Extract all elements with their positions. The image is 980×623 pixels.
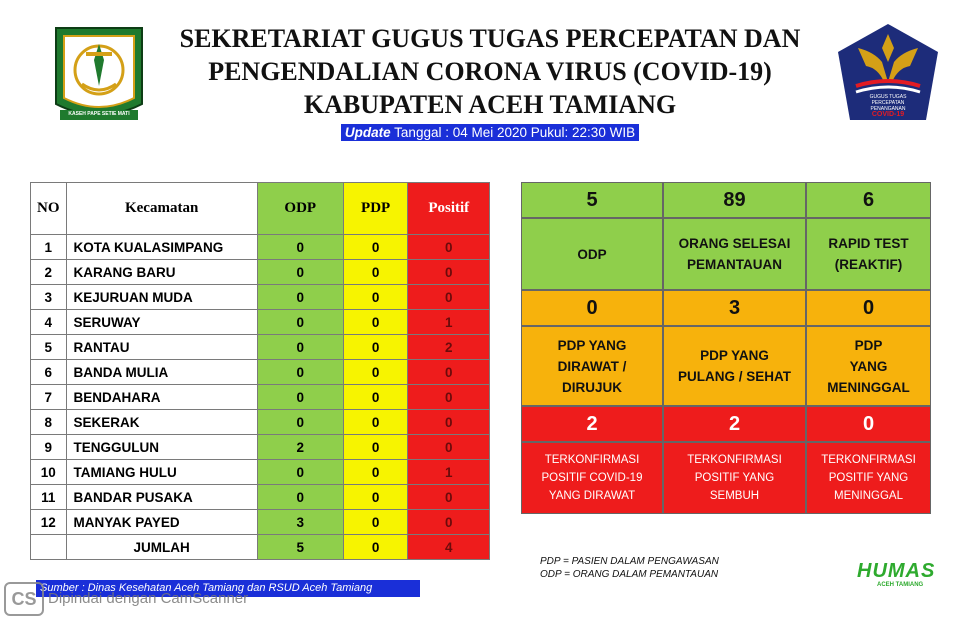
page-header: [160, 22, 820, 142]
row-odp: 0: [257, 410, 343, 435]
row-positif: 2: [408, 335, 490, 360]
row-odp: 3: [257, 510, 343, 535]
summary-label-line: MENINGGAL: [833, 490, 903, 502]
row-pdp: 0: [343, 385, 408, 410]
total-no: [31, 535, 67, 560]
summary-label-line: TERKONFIRMASI: [544, 454, 640, 466]
summary-value: 0: [521, 290, 663, 326]
row-kecamatan: SERUWAY: [66, 310, 257, 335]
table-row: [31, 335, 490, 360]
total-pdp: 0: [343, 535, 408, 560]
row-odp: 2: [257, 435, 343, 460]
summary-label: [806, 442, 931, 514]
summary-label-text: [821, 451, 916, 505]
table-row: [31, 310, 490, 335]
row-odp: 0: [257, 460, 343, 485]
summary-label: [521, 218, 663, 290]
summary-label: [663, 218, 806, 290]
summary-value: 0: [806, 406, 931, 442]
row-positif: 0: [408, 235, 490, 260]
summary-value: 6: [806, 182, 931, 218]
update-text: Tanggal : 04 Mei 2020 Pukul: 22:30 WIB: [390, 125, 636, 140]
row-kecamatan: BANDA MULIA: [66, 360, 257, 385]
row-kecamatan: TAMIANG HULU: [66, 460, 257, 485]
summary-label-line: ODP: [577, 246, 607, 262]
summary-value: 3: [663, 290, 806, 326]
row-odp: 0: [257, 385, 343, 410]
row-positif: 0: [408, 260, 490, 285]
summary-label-line: PDP: [854, 337, 883, 353]
table-row: [31, 510, 490, 535]
summary-label-text: [577, 244, 606, 265]
summary-red-labels: [521, 442, 931, 514]
row-odp: 0: [257, 485, 343, 510]
kecamatan-table: [30, 182, 490, 560]
row-kecamatan: RANTAU: [66, 335, 257, 360]
summary-label-line: POSITIF YANG: [828, 472, 909, 484]
header-line-1: SEKRETARIAT GUGUS TUGAS PERCEPATAN DAN: [179, 24, 801, 53]
row-kecamatan: KARANG BARU: [66, 260, 257, 285]
gugus-tugas-logo: [834, 22, 942, 126]
camscanner-text: Dipindai dengan CamScanner: [48, 590, 249, 607]
row-pdp: 0: [343, 235, 408, 260]
row-no: 6: [31, 360, 67, 385]
right-logo-caption-2: PERCEPATAN: [871, 100, 905, 106]
row-kecamatan: KOTA KUALASIMPANG: [66, 235, 257, 260]
summary-value: 2: [521, 406, 663, 442]
summary-red-values: [521, 406, 931, 442]
row-odp: 0: [257, 260, 343, 285]
summary-label-line: RAPID TEST: [828, 236, 909, 251]
row-no: 1: [31, 235, 67, 260]
row-no: 10: [31, 460, 67, 485]
row-kecamatan: MANYAK PAYED: [66, 510, 257, 535]
header-no: NO: [31, 183, 67, 235]
total-label: JUMLAH: [66, 535, 257, 560]
row-no: 5: [31, 335, 67, 360]
row-pdp: 0: [343, 435, 408, 460]
row-pdp: 0: [343, 460, 408, 485]
row-positif: 0: [408, 285, 490, 310]
right-logo-caption-1: GUGUS TUGAS: [869, 94, 907, 100]
summary-orange-values: [521, 290, 931, 326]
table-row: [31, 360, 490, 385]
legend-odp: ODP = ORANG DALAM PEMANTAUAN: [540, 569, 719, 580]
row-pdp: 0: [343, 285, 408, 310]
summary-label-text: [828, 233, 908, 275]
table-row: [31, 260, 490, 285]
summary-label: [806, 218, 931, 290]
row-pdp: 0: [343, 485, 408, 510]
row-pdp: 0: [343, 335, 408, 360]
row-no: 12: [31, 510, 67, 535]
row-kecamatan: KEJURUAN MUDA: [66, 285, 257, 310]
row-pdp: 0: [343, 310, 408, 335]
summary-orange-labels: [521, 326, 931, 406]
summary-label-line: PULANG / SEHAT: [677, 369, 791, 384]
summary-label-line: SEMBUH: [709, 490, 760, 502]
row-no: 7: [31, 385, 67, 410]
row-kecamatan: BENDAHARA: [66, 385, 257, 410]
row-kecamatan: BANDAR PUSAKA: [66, 485, 257, 510]
header-line-2: PENGENDALIAN CORONA VIRUS (COVID-19): [208, 57, 772, 86]
row-no: 2: [31, 260, 67, 285]
summary-label-line: PEMANTAUAN: [686, 257, 782, 272]
row-pdp: 0: [343, 260, 408, 285]
row-pdp: 0: [343, 410, 408, 435]
row-no: 3: [31, 285, 67, 310]
summary-label-text: [679, 233, 791, 275]
row-odp: 0: [257, 360, 343, 385]
summary-value: 2: [663, 406, 806, 442]
header-positif: Positif: [408, 183, 490, 235]
row-kecamatan: TENGGULUN: [66, 435, 257, 460]
summary-green-labels: [521, 218, 931, 290]
update-prefix: Update: [344, 125, 391, 140]
header-pdp: PDP: [343, 183, 408, 235]
legend: [540, 555, 719, 581]
row-odp: 0: [257, 310, 343, 335]
summary-label-line: DIRUJUK: [561, 379, 622, 395]
row-positif: 0: [408, 385, 490, 410]
summary-green-values: [521, 182, 931, 218]
table-row: [31, 385, 490, 410]
total-positif: 4: [408, 535, 490, 560]
right-logo-caption-3: PENANGANAN: [870, 106, 906, 112]
summary-label-line: TERKONFIRMASI: [821, 454, 916, 466]
summary-label-line: PDP YANG: [700, 348, 769, 363]
table-row: [31, 460, 490, 485]
row-positif: 0: [408, 435, 490, 460]
row-pdp: 0: [343, 510, 408, 535]
camscanner-icon: CS: [4, 582, 44, 616]
table-row: [31, 285, 490, 310]
summary-label-line: YANG: [849, 358, 888, 374]
summary-label-line: ORANG SELESAI: [678, 236, 791, 251]
summary-label-line: POSITIF YANG: [694, 472, 775, 484]
header-line-3: KABUPATEN ACEH TAMIANG: [303, 90, 677, 119]
summary-label-line: TERKONFIRMASI: [687, 454, 782, 466]
summary-label-text: [558, 335, 627, 398]
summary-label: [806, 326, 931, 406]
summary-label-text: [687, 451, 782, 505]
aceh-tamiang-logo: [52, 24, 146, 124]
row-odp: 0: [257, 235, 343, 260]
summary-value: 89: [663, 182, 806, 218]
row-positif: 0: [408, 510, 490, 535]
humas-logo: HUMAS: [857, 560, 936, 582]
summary-label: [663, 326, 806, 406]
table-header-row: [31, 183, 490, 235]
summary-label: [521, 442, 663, 514]
summary-label-text: [542, 451, 643, 505]
summary-label-line: POSITIF COVID-19: [541, 472, 643, 484]
summary-label-line: (REAKTIF): [834, 257, 903, 272]
left-logo-caption: KASEH PAPE SETIE MATI: [68, 111, 130, 117]
row-odp: 0: [257, 335, 343, 360]
source-note: Sumber : Dinas Kesehatan Aceh Tamiang dan RSUD Aceh Tamiang: [36, 580, 420, 597]
row-odp: 0: [257, 285, 343, 310]
summary-value: 0: [806, 290, 931, 326]
row-no: 9: [31, 435, 67, 460]
legend-pdp: PDP = PASIEN DALAM PENGAWASAN: [540, 556, 719, 567]
summary-label-text: [827, 335, 910, 398]
header-odp: ODP: [257, 183, 343, 235]
summary-label-line: DIRAWAT /: [557, 358, 627, 374]
summary-label-text: [678, 345, 791, 387]
right-logo-caption-4: COVID-19: [871, 111, 905, 118]
humas-sub: ACEH TAMIANG: [877, 582, 924, 588]
summary-label-line: YANG DIRAWAT: [548, 490, 636, 502]
summary-label-line: PDP YANG: [557, 337, 627, 353]
header-kecamatan: Kecamatan: [66, 183, 257, 235]
summary-grid: [521, 182, 931, 514]
total-odp: 5: [257, 535, 343, 560]
summary-value: 5: [521, 182, 663, 218]
table-total-row: [31, 535, 490, 560]
summary-label: [663, 442, 806, 514]
row-positif: 1: [408, 460, 490, 485]
row-pdp: 0: [343, 360, 408, 385]
row-kecamatan: SEKERAK: [66, 410, 257, 435]
row-positif: 0: [408, 360, 490, 385]
row-no: 11: [31, 485, 67, 510]
summary-label: [521, 326, 663, 406]
row-no: 4: [31, 310, 67, 335]
table-row: [31, 485, 490, 510]
row-positif: 0: [408, 485, 490, 510]
row-positif: 1: [408, 310, 490, 335]
table-row: [31, 435, 490, 460]
row-positif: 0: [408, 410, 490, 435]
summary-label-line: MENINGGAL: [827, 379, 910, 395]
table-row: [31, 235, 490, 260]
row-no: 8: [31, 410, 67, 435]
table-row: [31, 410, 490, 435]
update-banner: [341, 124, 639, 141]
